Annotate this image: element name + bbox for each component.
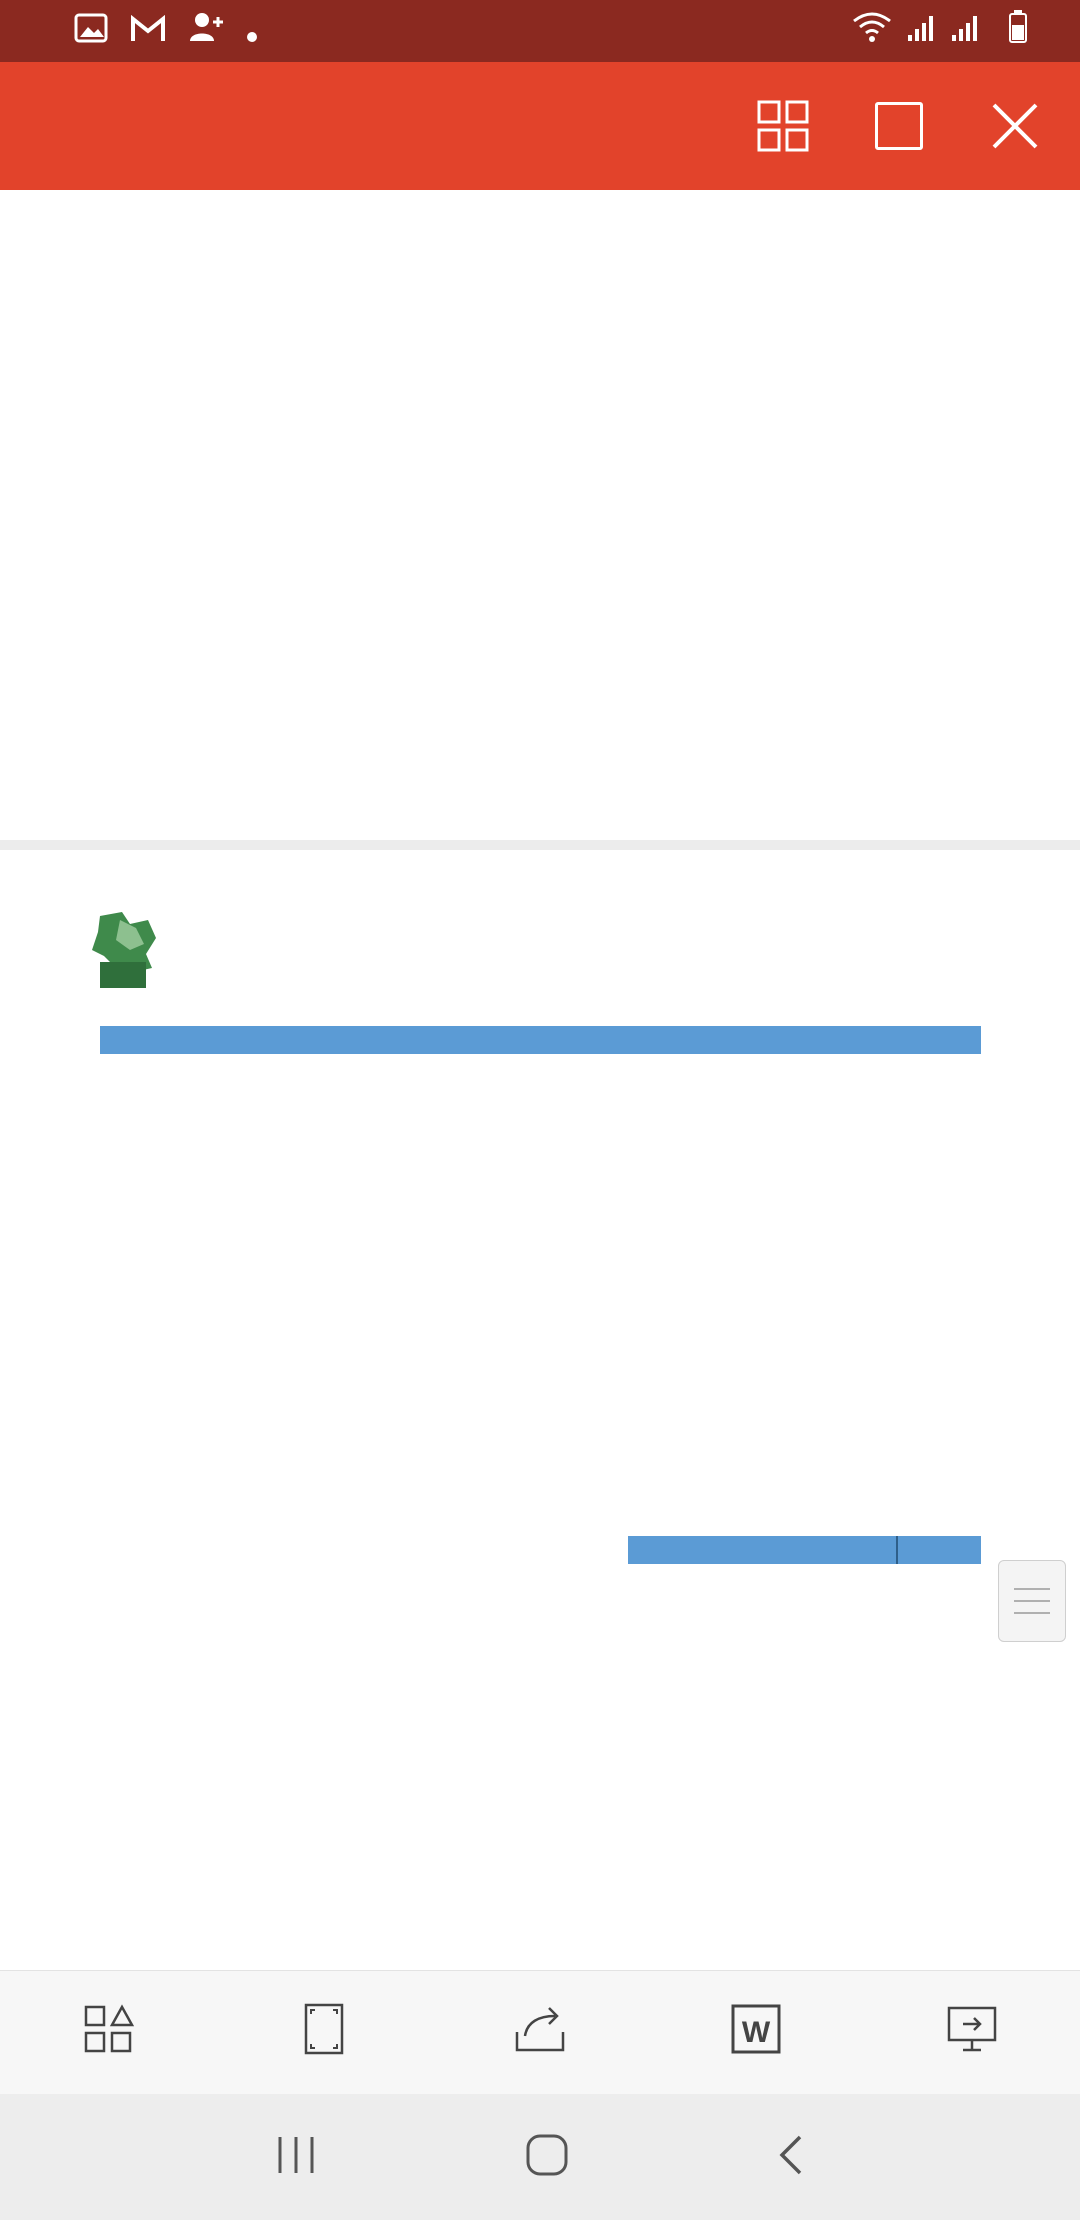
total-label	[628, 1536, 898, 1564]
page-number-button[interactable]	[872, 99, 926, 153]
close-button[interactable]	[988, 99, 1042, 153]
total-value	[898, 1536, 981, 1564]
pdf-viewer[interactable]	[0, 190, 1080, 1970]
scroll-handle[interactable]	[998, 1560, 1066, 1642]
back-button[interactable]	[776, 2133, 806, 2182]
tools-icon	[81, 2002, 135, 2056]
mobile-view-button[interactable]	[216, 1971, 432, 2094]
share-button[interactable]	[432, 1971, 648, 2094]
bottom-toolbar	[0, 1970, 1080, 2094]
table-header-row	[100, 1026, 981, 1054]
pdf-to-doc-button[interactable]	[648, 1971, 864, 2094]
page-divider	[0, 840, 1080, 850]
grid-view-button[interactable]	[756, 99, 810, 153]
signal-icon	[906, 10, 936, 53]
total-row	[628, 1536, 981, 1564]
monitor-icon	[945, 2002, 999, 2056]
svg-text:W: W	[741, 2015, 771, 2049]
status-bar	[0, 0, 1080, 62]
ses-logo	[86, 910, 164, 994]
share-icon	[513, 2002, 567, 2056]
image-icon	[74, 10, 108, 53]
report-table	[100, 1026, 981, 1054]
grid-icon	[756, 99, 810, 153]
back-icon	[776, 2133, 806, 2177]
tools-button[interactable]	[0, 1971, 216, 2094]
gmail-icon	[130, 10, 166, 53]
recent-apps-button[interactable]	[274, 2135, 318, 2180]
dot-icon	[246, 10, 258, 53]
wifi-icon	[852, 10, 892, 53]
recent-apps-icon	[274, 2135, 318, 2175]
app-toolbar	[0, 62, 1080, 190]
close-icon	[990, 101, 1040, 151]
home-icon	[525, 2133, 569, 2177]
home-button[interactable]	[525, 2133, 569, 2182]
report-header	[0, 916, 1080, 922]
page-number	[875, 102, 923, 150]
word-icon	[729, 2002, 783, 2056]
edit-on-pc-button[interactable]	[864, 1971, 1080, 2094]
mobile-view-icon	[297, 2002, 351, 2056]
battery-icon	[1008, 9, 1028, 53]
add-person-icon	[188, 10, 224, 53]
signal-icon-2	[950, 10, 980, 53]
system-nav-bar	[0, 2094, 1080, 2220]
